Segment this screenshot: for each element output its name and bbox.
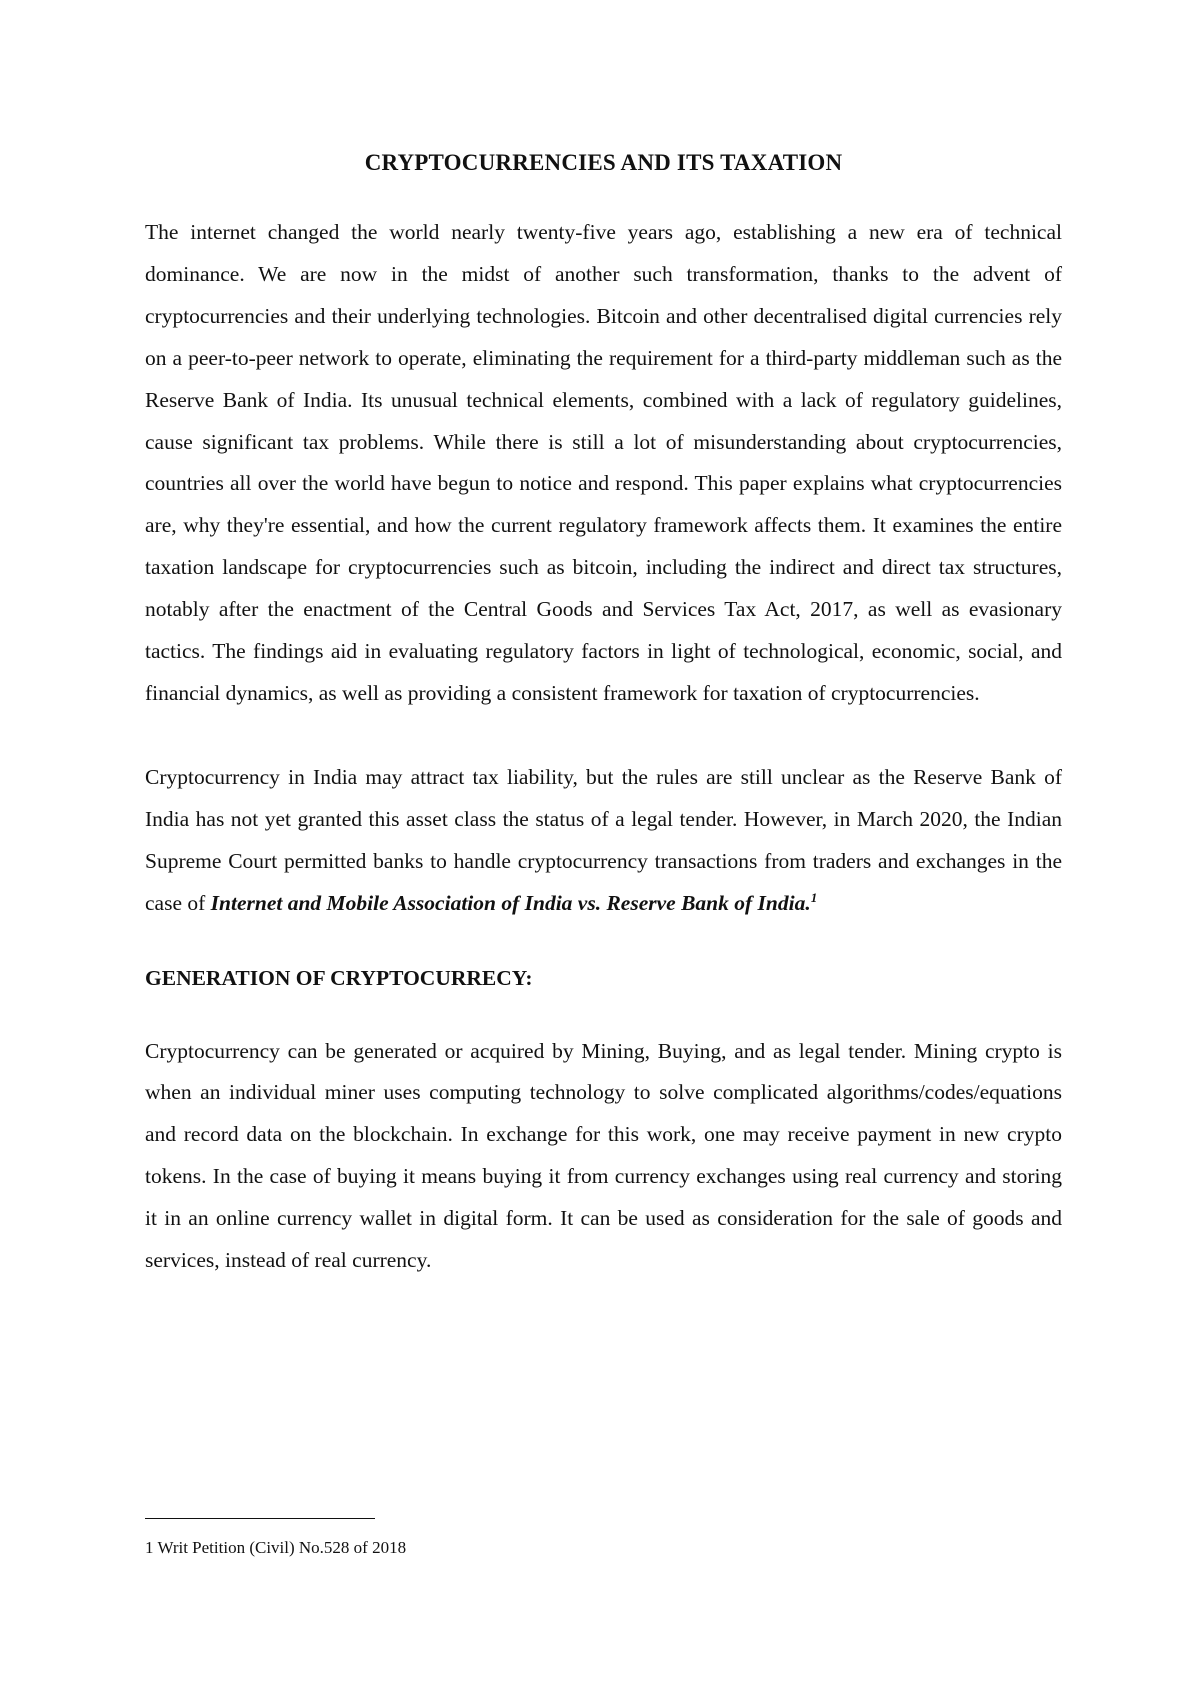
footnote-number: 1 — [145, 1538, 154, 1557]
section-heading-generation: GENERATION OF CRYPTOCURRECY: — [145, 965, 533, 990]
document-body — [145, 148, 1062, 1282]
intro-paragraph: The internet changed the world nearly twenty-five years ago, establishing a new era of technical dominance. We are now in the midst of another such transformation, thanks to the advent of cryptocurrencies and their underlying technologies. Bitcoin and other decentralised digital currencies rely on a peer-to-peer network to operate, eliminating the requirement for a third-party middleman such as the Reserve Bank of India. Its unusual technical elements, combined with a lack of regulatory guidelines, cause significant tax problems. While there is still a lot of misunderstanding about cryptocurrencies, countries all over the world have begun to notice and respond. This paper explains what cryptocurrencies are, why they're essential, and how the current regulatory framework affects them. It examines the entire taxation landscape for cryptocurrencies such as bitcoin, including the indirect and direct tax structures, notably after the enactment of the Central Goods and Services Tax Act, 2017, as well as evasionary tactics. The findings aid in evaluating regulatory factors in light of technological, economic, social, and financial dynamics, as well as providing a consistent framework for taxation of cryptocurrencies. — [145, 220, 1062, 705]
footnote — [145, 1537, 406, 1559]
india-tax-paragraph — [145, 757, 1062, 925]
generation-paragraph: Cryptocurrency can be generated or acquired by Mining, Buying, and as legal tender. Mining crypto is when an individual miner uses computing technology to solve complicated algorithms/codes/equations and record data on the blockchain. In exchange for this work, one may receive payment in new crypto tokens. In the case of buying it means buying it from currency exchanges using real currency and storing it in an online currency wallet in digital form. It can be used as consideration for the sale of goods and services, instead of real currency. — [145, 1038, 1062, 1273]
footnote-separator — [145, 1518, 375, 1519]
india-tax-paragraph-text: Cryptocurrency in India may attract tax liability, but the rules are still unclear as the Reserve Bank of India has not yet granted this asset class the status of a legal tender. However, in March 2020, the Indian Supreme Court permitted banks to handle cryptocurrency transactions from traders and exchanges in the case of — [145, 764, 1062, 915]
document-title: CRYPTOCURRENCIES AND ITS TAXATION — [364, 150, 843, 175]
footnote-reference[interactable]: 1 — [810, 889, 818, 905]
case-citation: Internet and Mobile Association of India vs. Reserve Bank of India. — [210, 890, 811, 915]
footnote-text: Writ Petition (Civil) No.528 of 2018 — [157, 1538, 407, 1557]
